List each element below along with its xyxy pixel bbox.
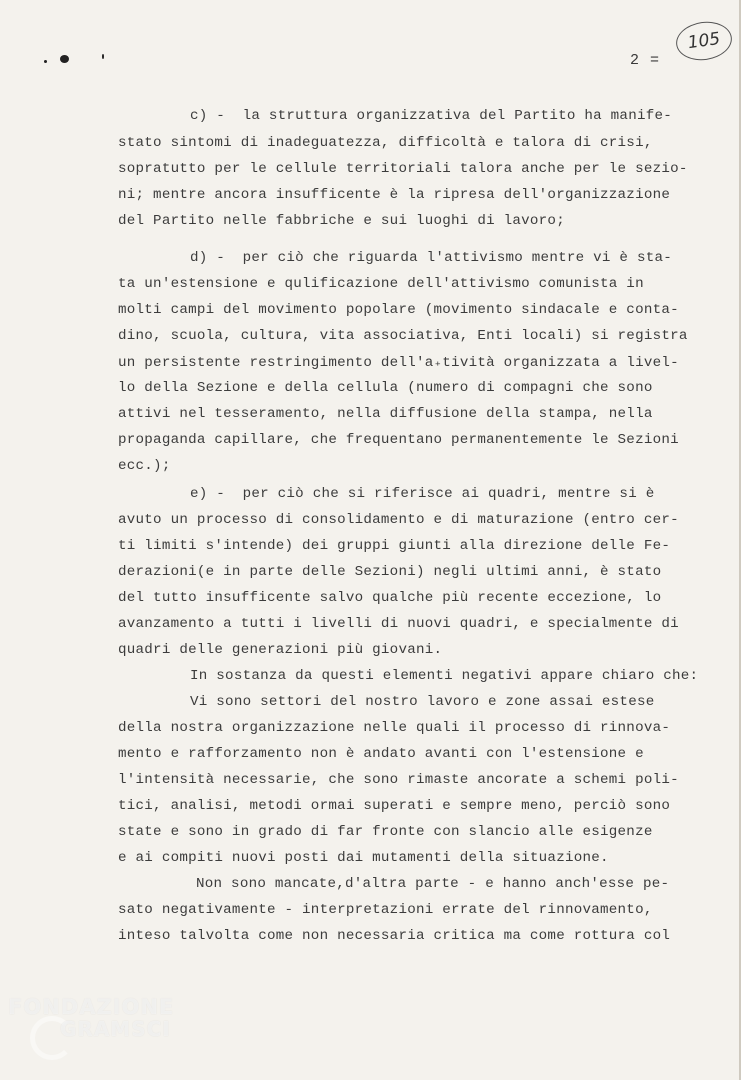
watermark-line-1: FONDAZIONE — [8, 995, 175, 1019]
text-line: e) - per ciò che si riferisce ai quadri, mentre si è — [190, 486, 655, 502]
archive-stamp: 105 — [674, 18, 735, 63]
text-line: e ai compiti nuovi posti dai mutamenti della situazione. — [118, 850, 609, 866]
watermark — [8, 996, 174, 1040]
text-line: attivi nel tesseramento, nella diffusione della stampa, nella — [118, 406, 653, 422]
text-line: d) - per ciò che riguarda l'attivismo mentre vi è sta- — [190, 250, 673, 266]
text-line: tici, analisi, metodi ormai superati e sempre meno, perciò sono — [118, 798, 671, 814]
text-line: ti limiti s'intende) dei gruppi giunti alla direzione delle Fe- — [118, 538, 671, 554]
text-line: quadri delle generazioni più giovani. — [118, 642, 443, 658]
text-line: Non sono mancate,d'altra parte - e hanno anch'esse pe- — [196, 876, 670, 892]
ink-mark — [102, 54, 104, 59]
text-line: inteso talvolta come non necessaria critica ma come rottura col — [118, 928, 671, 944]
text-line: mento e rafforzamento non è andato avanti con l'estensione e — [118, 746, 644, 762]
text-line: l'intensità necessarie, che sono rimaste ancorate a schemi poli- — [118, 772, 679, 788]
text-line: avanzamento a tutti i livelli di nuovi quadri, e specialmente di — [118, 616, 679, 632]
text-line: Vi sono settori del nostro lavoro e zone assai estese — [190, 694, 655, 710]
text-line: sato negativamente - interpretazioni errate del rinnovamento, — [118, 902, 653, 918]
text-line: del Partito nelle fabbriche e sui luoghi di lavoro; — [118, 213, 565, 229]
text-line: un persistente restringimento dell'a₊tività organizzata a livel- — [118, 355, 679, 371]
watermark-line-2: GRAMSCI — [60, 1017, 171, 1041]
text-line: In sostanza da questi elementi negativi appare chiaro che: — [190, 668, 699, 684]
ink-mark — [60, 55, 69, 63]
text-line: dino, scuola, cultura, vita associativa, Enti locali) si registra — [118, 328, 688, 344]
text-line: della nostra organizzazione nelle quali il processo di rinnova- — [118, 720, 671, 736]
text-line: molti campi del movimento popolare (movimento sindacale e conta- — [118, 302, 679, 318]
text-line: stato sintomi di inadeguatezza, difficoltà e talora di crisi, — [118, 135, 653, 151]
text-line: state e sono in grado di far fronte con slancio alle esigenze — [118, 824, 653, 840]
text-line: c) - la struttura organizzativa del Partito ha manife- — [190, 108, 673, 124]
page-number: 2 = — [630, 52, 661, 69]
ink-mark — [44, 60, 47, 63]
text-line: sopratutto per le cellule territoriali talora anche per le sezio- — [118, 161, 688, 177]
text-line: avuto un processo di consolidamento e di maturazione (entro cer- — [118, 512, 679, 528]
text-line: derazioni(e in parte delle Sezioni) negli ultimi anni, è stato — [118, 564, 662, 580]
text-line: ta un'estensione e qulificazione dell'attivismo comunista in — [118, 276, 644, 292]
text-line: lo della Sezione e della cellula (numero di compagni che sono — [118, 380, 653, 396]
text-line: ecc.); — [118, 458, 171, 474]
text-line: propaganda capillare, che frequentano permanentemente le Sezioni — [118, 432, 679, 448]
text-line: del tutto insufficente salvo qualche più recente eccezione, lo — [118, 590, 662, 606]
text-line: ni; mentre ancora insufficente è la ripresa dell'organizzazione — [118, 187, 671, 203]
